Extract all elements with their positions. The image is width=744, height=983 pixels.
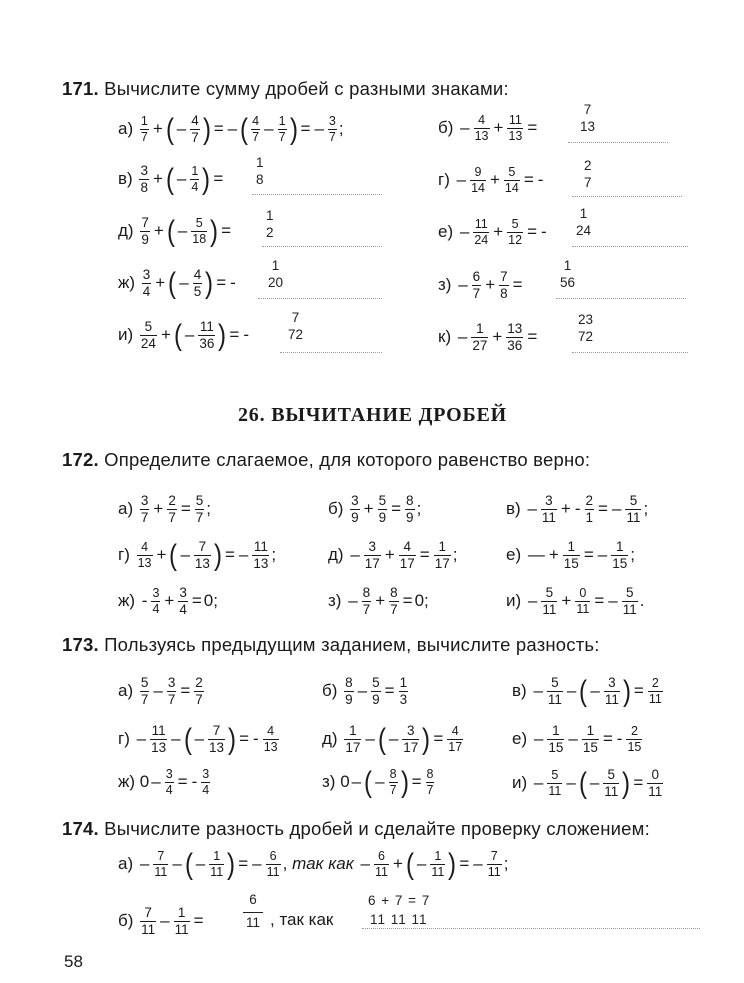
- item-label: е): [506, 545, 522, 565]
- item-label: е): [438, 222, 454, 242]
- ex171-item-zh: ж) $\frac{3}{4}$ + ( – $\frac{4}{5}$ ) = -: [118, 266, 236, 300]
- answer-dotted-line: [252, 194, 382, 195]
- ex171-z-answer: 1 56: [560, 258, 576, 290]
- item-label: б): [328, 499, 344, 519]
- answer-dotted-line: [362, 928, 700, 929]
- item-label: ж): [118, 273, 136, 293]
- answer-dotted-line: [572, 352, 688, 353]
- item-label: в): [118, 169, 133, 189]
- item-label: ж): [118, 591, 136, 611]
- item-label: д): [118, 221, 134, 241]
- exercise-173-heading: [62, 634, 600, 656]
- ex171-item-a: а) $\frac{1}{7}$ + ( – $\frac{4}{7}$ ) = – ( $\frac{4}{7}$ – $\frac{1}{7}$ ) = – $\frac{3}{7}$ ;: [118, 112, 344, 146]
- ex172-item-e: е) — + $\frac{1}{15}$ = – $\frac{1}{15}$ ;: [506, 539, 635, 572]
- item-label: б): [118, 911, 134, 931]
- exercise-173-text: Пользуясь предыдущим заданием, вычислите разность:: [104, 634, 600, 655]
- ex171-e-answer: 1 24: [576, 206, 592, 238]
- item-label: б): [322, 681, 338, 701]
- item-label: д): [322, 729, 338, 749]
- ex171-g-answer: 2 7: [584, 158, 592, 190]
- item-label: з): [328, 591, 342, 611]
- ex173-item-b: б) $\frac{8}{9}$ – $\frac{5}{9}$ = $\frac{1}{3}$: [322, 675, 408, 708]
- item-label: в): [512, 681, 527, 701]
- ex173-item-zh: ж) 0 – $\frac{3}{4}$ = - $\frac{3}{4}$: [118, 767, 210, 798]
- ex171-item-i: и) $\frac{5}{24}$ + ( – $\frac{11}{36}$ ) = -: [118, 318, 249, 352]
- answer-dotted-line: [572, 246, 688, 247]
- item-label: а): [118, 681, 134, 701]
- blank-line: —: [527, 545, 545, 565]
- exercise-172-text: Определите слагаемое, для которого равенство верно:: [104, 449, 591, 470]
- item-label: г): [118, 545, 130, 565]
- ex173-item-a: а) $\frac{5}{7}$ – $\frac{3}{7}$ = $\frac{2}{7}$: [118, 675, 203, 708]
- item-label: е): [512, 729, 528, 749]
- ex172-item-b: б) $\frac{3}{9}$ + $\frac{5}{9}$ = $\frac{8}{9}$ ;: [328, 493, 422, 526]
- item-label: д): [328, 545, 344, 565]
- ex173-item-g: г) – $\frac{11}{13}$ – ( – $\frac{7}{13}$ ) = - $\frac{4}{13}$: [118, 722, 278, 756]
- exercise-172-number: 172.: [62, 449, 99, 470]
- ex173-item-v: в) – $\frac{5}{11}$ – ( – $\frac{3}{11}$ ) = $\frac{2}{11}$: [512, 674, 662, 708]
- exercise-173-number: 173.: [62, 634, 99, 655]
- ex171-v-answer: 1 8: [256, 155, 264, 187]
- exercise-174-number: 174.: [62, 818, 99, 839]
- ex171-item-g: г) – $\frac{9}{14}$ + $\frac{5}{14}$ = -: [438, 165, 544, 196]
- ex171-item-k: к) – $\frac{1}{27}$ + $\frac{13}{36}$ =: [438, 321, 538, 354]
- ex171-item-e: е) – $\frac{11}{24}$ + $\frac{5}{12}$ = -: [438, 217, 547, 248]
- exercise-171-text: Вычислите сумму дробей с разными знаками:: [104, 78, 509, 99]
- ex171-b-answer: 7 13: [580, 102, 596, 134]
- item-label: и): [512, 773, 528, 793]
- item-label: г): [438, 170, 450, 190]
- ex172-item-v: в) – $\frac{3}{11}$ + - $\frac{2}{1}$ = – $\frac{5}{11}$ ;: [506, 493, 649, 526]
- answer-dotted-line: [280, 352, 382, 353]
- ex172-item-g: г) $\frac{4}{13}$ + ( – $\frac{7}{13}$ ) = – $\frac{11}{13}$ ;: [118, 538, 277, 572]
- exercise-171-heading: [62, 78, 509, 100]
- ex172-item-z: з) – $\frac{8}{7}$ + $\frac{8}{7}$ = 0;: [328, 585, 429, 618]
- page-number: 58: [64, 952, 83, 971]
- item-label: а): [118, 119, 134, 139]
- ex172-item-a: а) $\frac{3}{7}$ + $\frac{2}{7}$ = $\frac{5}{7}$ ;: [118, 493, 212, 526]
- ex171-d-answer: 1 2: [266, 208, 274, 240]
- ex171-zh-answer: 1 20: [268, 258, 284, 290]
- ex172-item-zh: ж) - $\frac{3}{4}$ + $\frac{3}{4}$ = 0;: [118, 585, 218, 618]
- item-label: в): [506, 499, 521, 519]
- ex173-item-e: е) – $\frac{1}{15}$ – $\frac{1}{15}$ = - $\frac{2}{15}$: [512, 723, 642, 756]
- ex171-item-d: д) $\frac{7}{9}$ + ( – $\frac{5}{18}$ ) =: [118, 214, 232, 248]
- answer-dotted-line: [258, 298, 382, 299]
- so-since-phrase: так как: [292, 854, 354, 874]
- ex173-item-z: з) 0 – ( – $\frac{8}{7}$ ) = $\frac{8}{7}$: [322, 765, 434, 799]
- section-title: 26. ВЫЧИТАНИЕ ДРОБЕЙ: [238, 404, 507, 426]
- item-label: б): [438, 118, 454, 138]
- ex174-item-b: б) $\frac{7}{11}$ – $\frac{1}{11}$ =: [118, 905, 204, 938]
- ex173-item-i: и) – $\frac{5}{11}$ – ( – $\frac{5}{11}$ ) = $\frac{0}{11}$: [512, 766, 663, 800]
- item-label: к): [438, 327, 452, 347]
- item-label: и): [118, 325, 134, 345]
- answer-dotted-line: [572, 196, 682, 197]
- answer-dotted-line: [556, 298, 686, 299]
- item-label: и): [506, 591, 522, 611]
- ex174-b-answer: 6 11: [243, 892, 263, 932]
- item-label: а): [118, 854, 134, 874]
- exercise-172-heading: [62, 449, 590, 471]
- ex171-item-v: в) $\frac{3}{8}$ + ( – $\frac{1}{4}$ ) =: [118, 162, 224, 196]
- ex171-item-z: з) – $\frac{6}{7}$ + $\frac{7}{8}$ =: [438, 269, 523, 302]
- ex172-item-d: д) – $\frac{3}{17}$ + $\frac{4}{17}$ = $\frac{1}{17}$ ;: [328, 539, 458, 572]
- ex174-item-a: а) – $\frac{7}{11}$ – ( – $\frac{1}{11}$ ) = – $\frac{6}{11}$ , так как – $\frac{6}{11}$ + ( – $\frac{1}{11}$ ) = – $\frac{7}{11}$ ;: [118, 847, 509, 881]
- item-label: г): [118, 729, 130, 749]
- answer-dotted-line: [568, 142, 668, 143]
- ex171-k-answer: 23 72: [578, 312, 594, 344]
- ex174-b-check-bottom: 11 11 11: [370, 912, 428, 927]
- exercise-171-number: 171.: [62, 78, 99, 99]
- ex173-item-d: д) $\frac{1}{17}$ – ( – $\frac{3}{17}$ ) = $\frac{4}{17}$: [322, 722, 463, 756]
- item-label: а): [118, 499, 134, 519]
- answer-dotted-line: [262, 246, 382, 247]
- item-label: з): [438, 275, 452, 295]
- ex171-i-answer: 7 72: [288, 310, 304, 342]
- item-label: ж): [118, 772, 136, 792]
- exercise-174-text: Вычислите разность дробей и сделайте проверку сложением:: [104, 818, 650, 839]
- exercise-174-heading: [62, 818, 650, 840]
- ex174-b-check-top: 6 + 7 = 7: [368, 893, 431, 908]
- ex174-b-since: , так как: [270, 910, 334, 929]
- ex171-item-b: б) – $\frac{4}{13}$ + $\frac{11}{13}$ =: [438, 113, 538, 144]
- item-label: з): [322, 772, 336, 792]
- ex172-item-i: и) – $\frac{5}{11}$ + $\frac{0}{11}$ = – $\frac{5}{11}$ .: [506, 585, 645, 618]
